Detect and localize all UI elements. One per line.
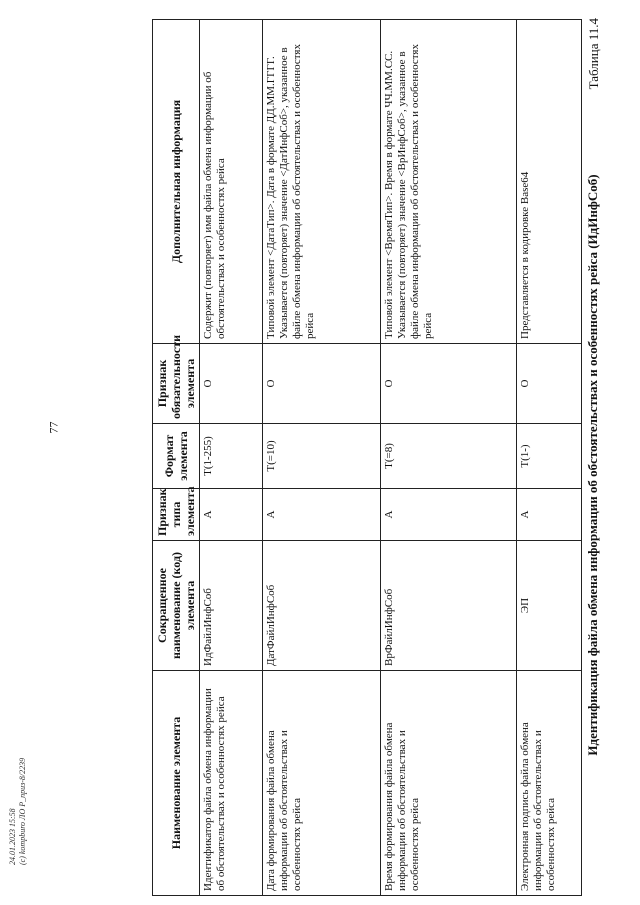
cell-format: T(=10)	[263, 424, 381, 489]
table-header-row	[153, 20, 200, 896]
cell-name: Идентификатор файла обмена информации об обстоятельствах и особенностях рейса	[200, 671, 263, 896]
table-row	[381, 20, 517, 896]
header-info: Дополнительная информация	[153, 20, 200, 344]
cell-info: Типовой элемент <ДатаТип>. Дата в формате ДД.ММ.ГГГГ. Указывается (повторяет) значение <ДатИнфСоб>, указанное в файле обмена информации об обстоятельствах и особенностях рейса	[263, 20, 381, 344]
footer-timestamp: 24.01.2023 15:58	[8, 808, 17, 865]
table-row	[263, 20, 381, 896]
cell-info: Типовой элемент <ВремяТип>. Время в формате ЧЧ.ММ.СС. Указывается (повторяет) значение <ВрИнфСоб>, указанное в файле обмена информации об обстоятельствах и особенностях рейса	[381, 20, 517, 344]
cell-format: T(1-)	[517, 424, 582, 489]
cell-type: А	[200, 489, 263, 541]
header-format: Формат элемента	[153, 424, 200, 489]
table-caption: Таблица 11.4	[586, 18, 601, 90]
header-code: Сокращенное наименование (код) элемента	[153, 541, 200, 671]
cell-format: T(=8)	[381, 424, 517, 489]
cell-info: Содержит (повторяет) имя файла обмена информации об обстоятельствах и особенностях рейса	[200, 20, 263, 344]
page-number: 77	[46, 421, 61, 434]
header-name: Наименование элемента	[153, 671, 200, 896]
cell-type: А	[517, 489, 582, 541]
cell-type: А	[263, 489, 381, 541]
cell-type: А	[381, 489, 517, 541]
table-row	[517, 20, 582, 896]
cell-code: ЭП	[517, 541, 582, 671]
table-row	[200, 20, 263, 896]
cell-code: ИдФайлИнфСоб	[200, 541, 263, 671]
header-type: Признак типа элемента	[153, 489, 200, 541]
cell-format: T(1-255)	[200, 424, 263, 489]
footer-stamp	[8, 758, 28, 865]
cell-name: Электронная подпись файла обмена информации об обстоятельствах и особенностях рейса	[517, 671, 582, 896]
footer-source: (c) kompburo ЛО Р_приз-8/2239	[18, 757, 27, 865]
cell-name: Время формирования файла обмена информации об обстоятельствах и особенностях рейса	[381, 671, 517, 896]
table-container	[152, 20, 582, 896]
cell-code: ДатФайлИнфСоб	[263, 541, 381, 671]
cell-info: Представляется в кодировке Base64	[517, 20, 582, 344]
cell-required: О	[263, 344, 381, 424]
element-table	[152, 19, 582, 896]
cell-required: О	[200, 344, 263, 424]
cell-required: О	[517, 344, 582, 424]
cell-required: О	[381, 344, 517, 424]
cell-name: Дата формирования файла обмена информации об обстоятельствах и особенностях рейса	[263, 671, 381, 896]
header-required: Признак обязательности элемента	[153, 344, 200, 424]
document-title: Идентификация файла обмена информации об обстоятельствах и особенностях рейса (ИдИнфСоб)	[585, 174, 600, 756]
cell-code: ВрФайлИнфСоб	[381, 541, 517, 671]
